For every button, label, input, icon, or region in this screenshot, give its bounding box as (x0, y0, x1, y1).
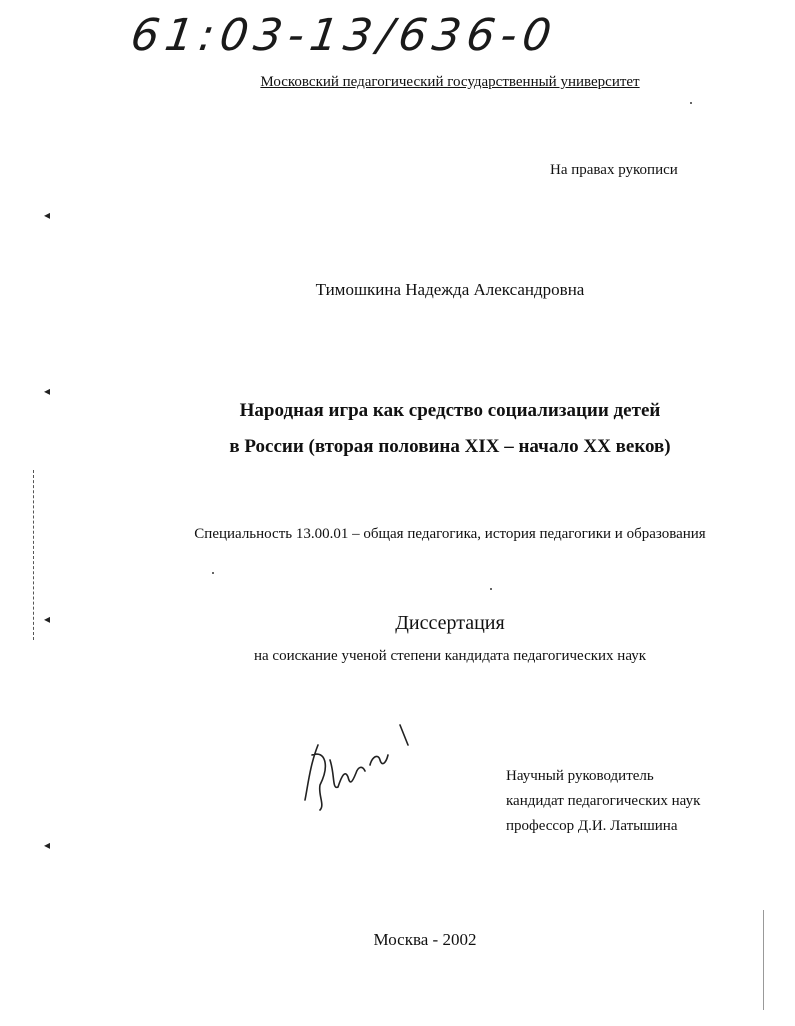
handwritten-signature-icon (290, 715, 430, 815)
rights-note: На правах рукописи (550, 162, 678, 178)
scan-mark: ◂ (44, 384, 51, 398)
scan-mark: ◂ (44, 838, 51, 852)
specialty: Специальность 13.00.01 – общая педагогика, история педагогики и образования (194, 526, 706, 542)
author-name: Тимошкина Надежда Александровна (315, 280, 585, 299)
scan-mark: ◂ (44, 208, 51, 222)
scan-dot (212, 572, 214, 574)
advisor-name: профессор Д.И. Латышина (506, 818, 678, 834)
advisor-label: Научный руководитель (506, 768, 654, 784)
document-type: Диссертация (395, 612, 505, 634)
degree-text: на соискание ученой степени кандидата педагогических наук (253, 648, 647, 664)
university-name: Московский педагогический государственный университет (260, 74, 640, 90)
scan-dot (490, 588, 492, 590)
advisor-degree: кандидат педагогических наук (506, 793, 701, 809)
advisor-block (506, 764, 700, 839)
scan-mark: ◂ (44, 612, 51, 626)
scan-edge-left (33, 470, 35, 640)
title-line-1: Народная игра как средство социализации детей (239, 400, 661, 421)
scan-dot (690, 102, 692, 104)
scan-edge-right (763, 910, 764, 1010)
archive-number: 61:03-13/636-0 (127, 10, 561, 61)
place-year: Москва - 2002 (373, 930, 477, 949)
title-line-2: в России (вторая половина XIX – начало XX веков) (229, 436, 671, 457)
